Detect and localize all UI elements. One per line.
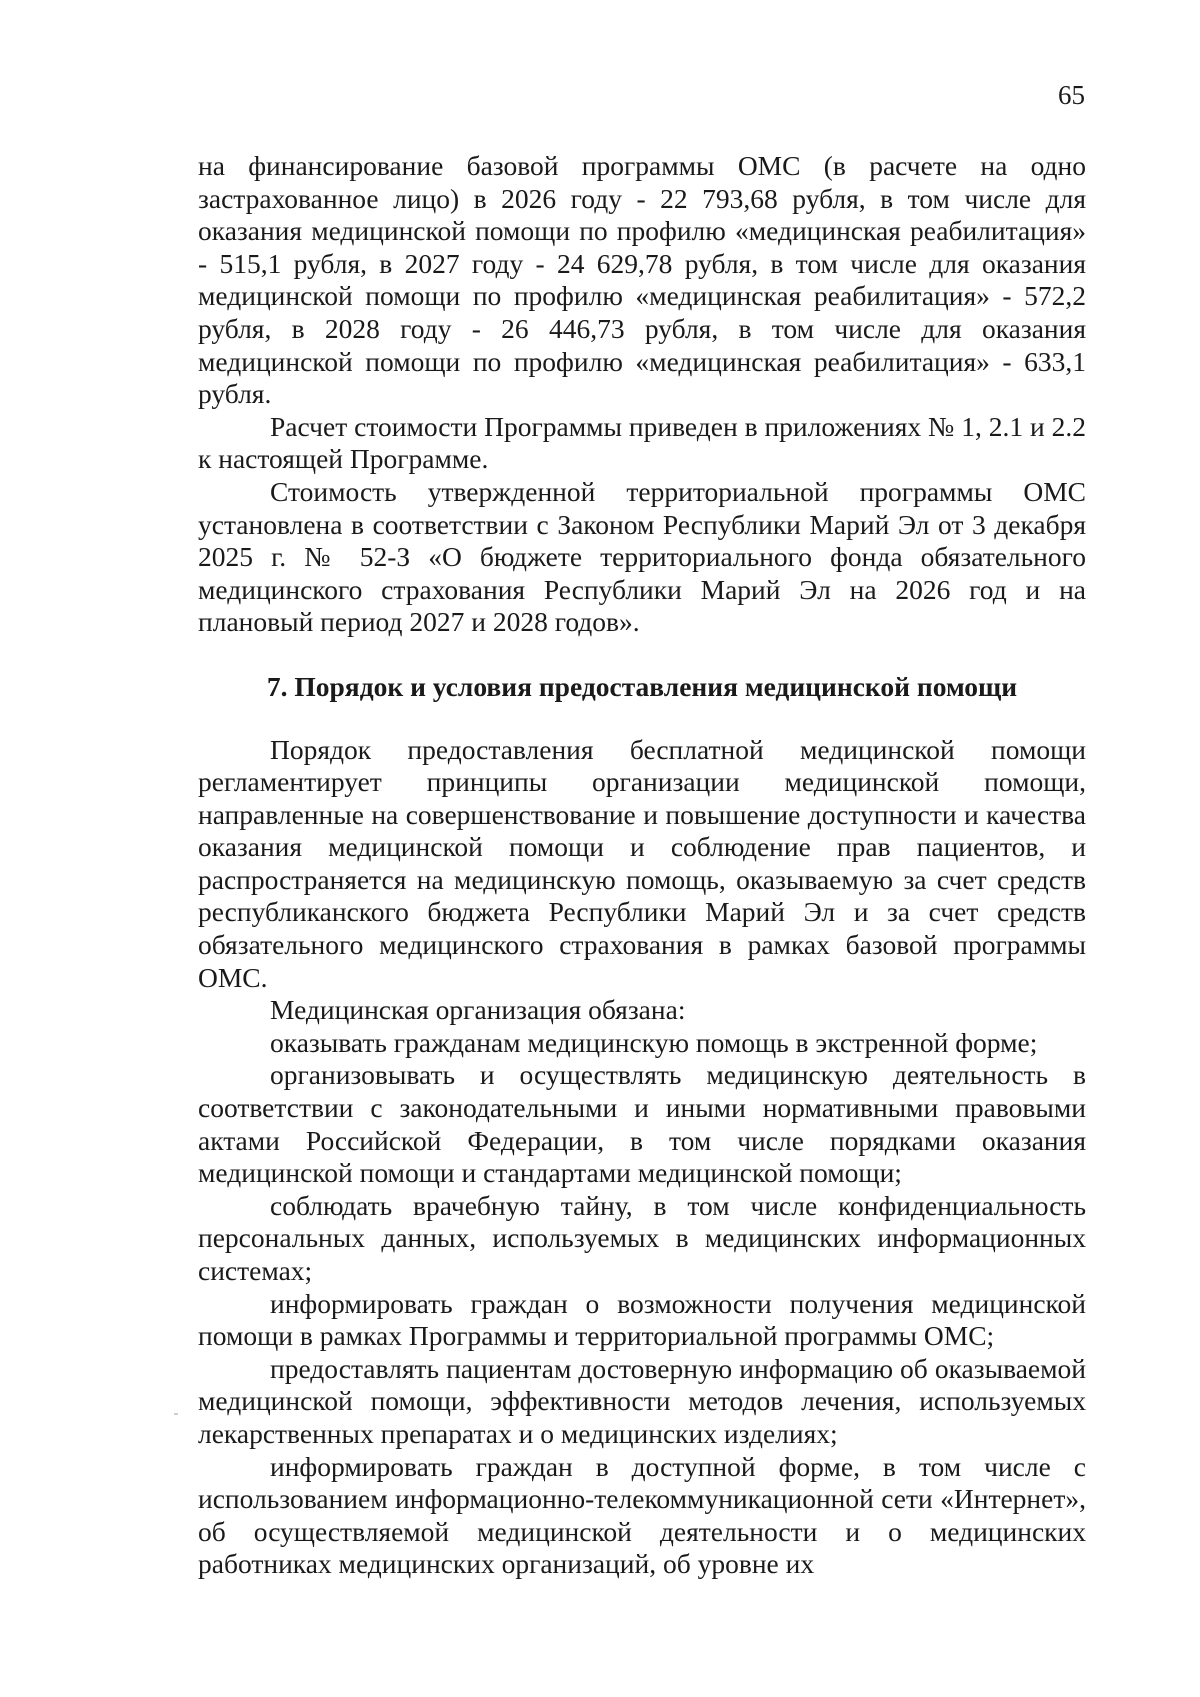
obligation-item: организовывать и осуществлять медицинскую деятельность в соответствии с законодательными и иными нормативными правовыми актами Российской Федерации, в том числе порядками оказания медицинской помощи и стандартами медицинской помощи;: [198, 1059, 1086, 1189]
scan-artifact: [174, 1413, 178, 1415]
obligation-item: оказывать гражданам медицинскую помощь в экстренной форме;: [270, 1026, 1038, 1058]
obligation-item: соблюдать врачебную тайну, в том числе конфиденциальность персональных данных, используемых в медицинских информационных системах;: [198, 1189, 1086, 1286]
paragraph-cost-calculation: Расчет стоимости Программы приведен в приложениях № 1, 2.1 и 2.2 к настоящей Программе.: [198, 410, 1086, 475]
obligation-item: информировать граждан о возможности получения медицинской помощи в рамках Программы и территориальной программы ОМС;: [198, 1287, 1086, 1352]
obligation-item: предоставлять пациентам достоверную информацию об оказываемой медицинской помощи, эффективности методов лечения, используемых лекарственных препаратах и о медицинских изделиях;: [198, 1352, 1086, 1449]
paragraph-financing: на финансирование базовой программы ОМС (в расчете на одно застрахованное лицо) в 2026 году - 22 793,68 рубля, в том числе для оказания медицинской помощи по профилю «медицинская реабилитация» - 515,1 рубля, в 2027 году - 24 629,78 рубля, в том числе для оказания медицинской помощи по профилю «медицинская реабилитация» - 572,2 рубля, в 2028 году - 26 446,73 рубля, в том числе для оказания медицинской помощи по профилю «медицинская реабилитация» - 633,1 рубля.: [198, 150, 1086, 410]
page-number: 65: [1058, 80, 1085, 110]
section-heading: 7. Порядок и условия предоставления медицинской помощи: [266, 670, 1018, 702]
paragraph-approved-cost: Стоимость утвержденной территориальной программы ОМС установлена в соответствии с Законом Республики Марий Эл от 3 декабря 2025 г. № 52-З «О бюджете территориального фонда обязательного медицинского страхования Республики Марий Эл на 2026 год и на плановый период 2027 и 2028 годов».: [198, 475, 1086, 638]
obligation-item: информировать граждан в доступной форме, в том числе с использованием информационно-телекоммуникационной сети «Интернет», об осуществляемой медицинской деятельности и о медицинских работниках медицинских организаций, об уровне их: [198, 1450, 1086, 1580]
document-body: [198, 150, 1086, 1581]
paragraph-procedure: Порядок предоставления бесплатной медицинской помощи регламентирует принципы организации медицинской помощи, направленные на совершенствование и повышение доступности и качества оказания медицинской помощи и соблюдение прав пациентов, и распространяется на медицинскую помощь, оказываемую за счет средств республиканского бюджета Республики Марий Эл и за счет средств обязательного медицинского страхования в рамках базовой программы ОМС.: [198, 733, 1086, 993]
paragraph-obligations-intro: Медицинская организация обязана:: [270, 994, 686, 1026]
